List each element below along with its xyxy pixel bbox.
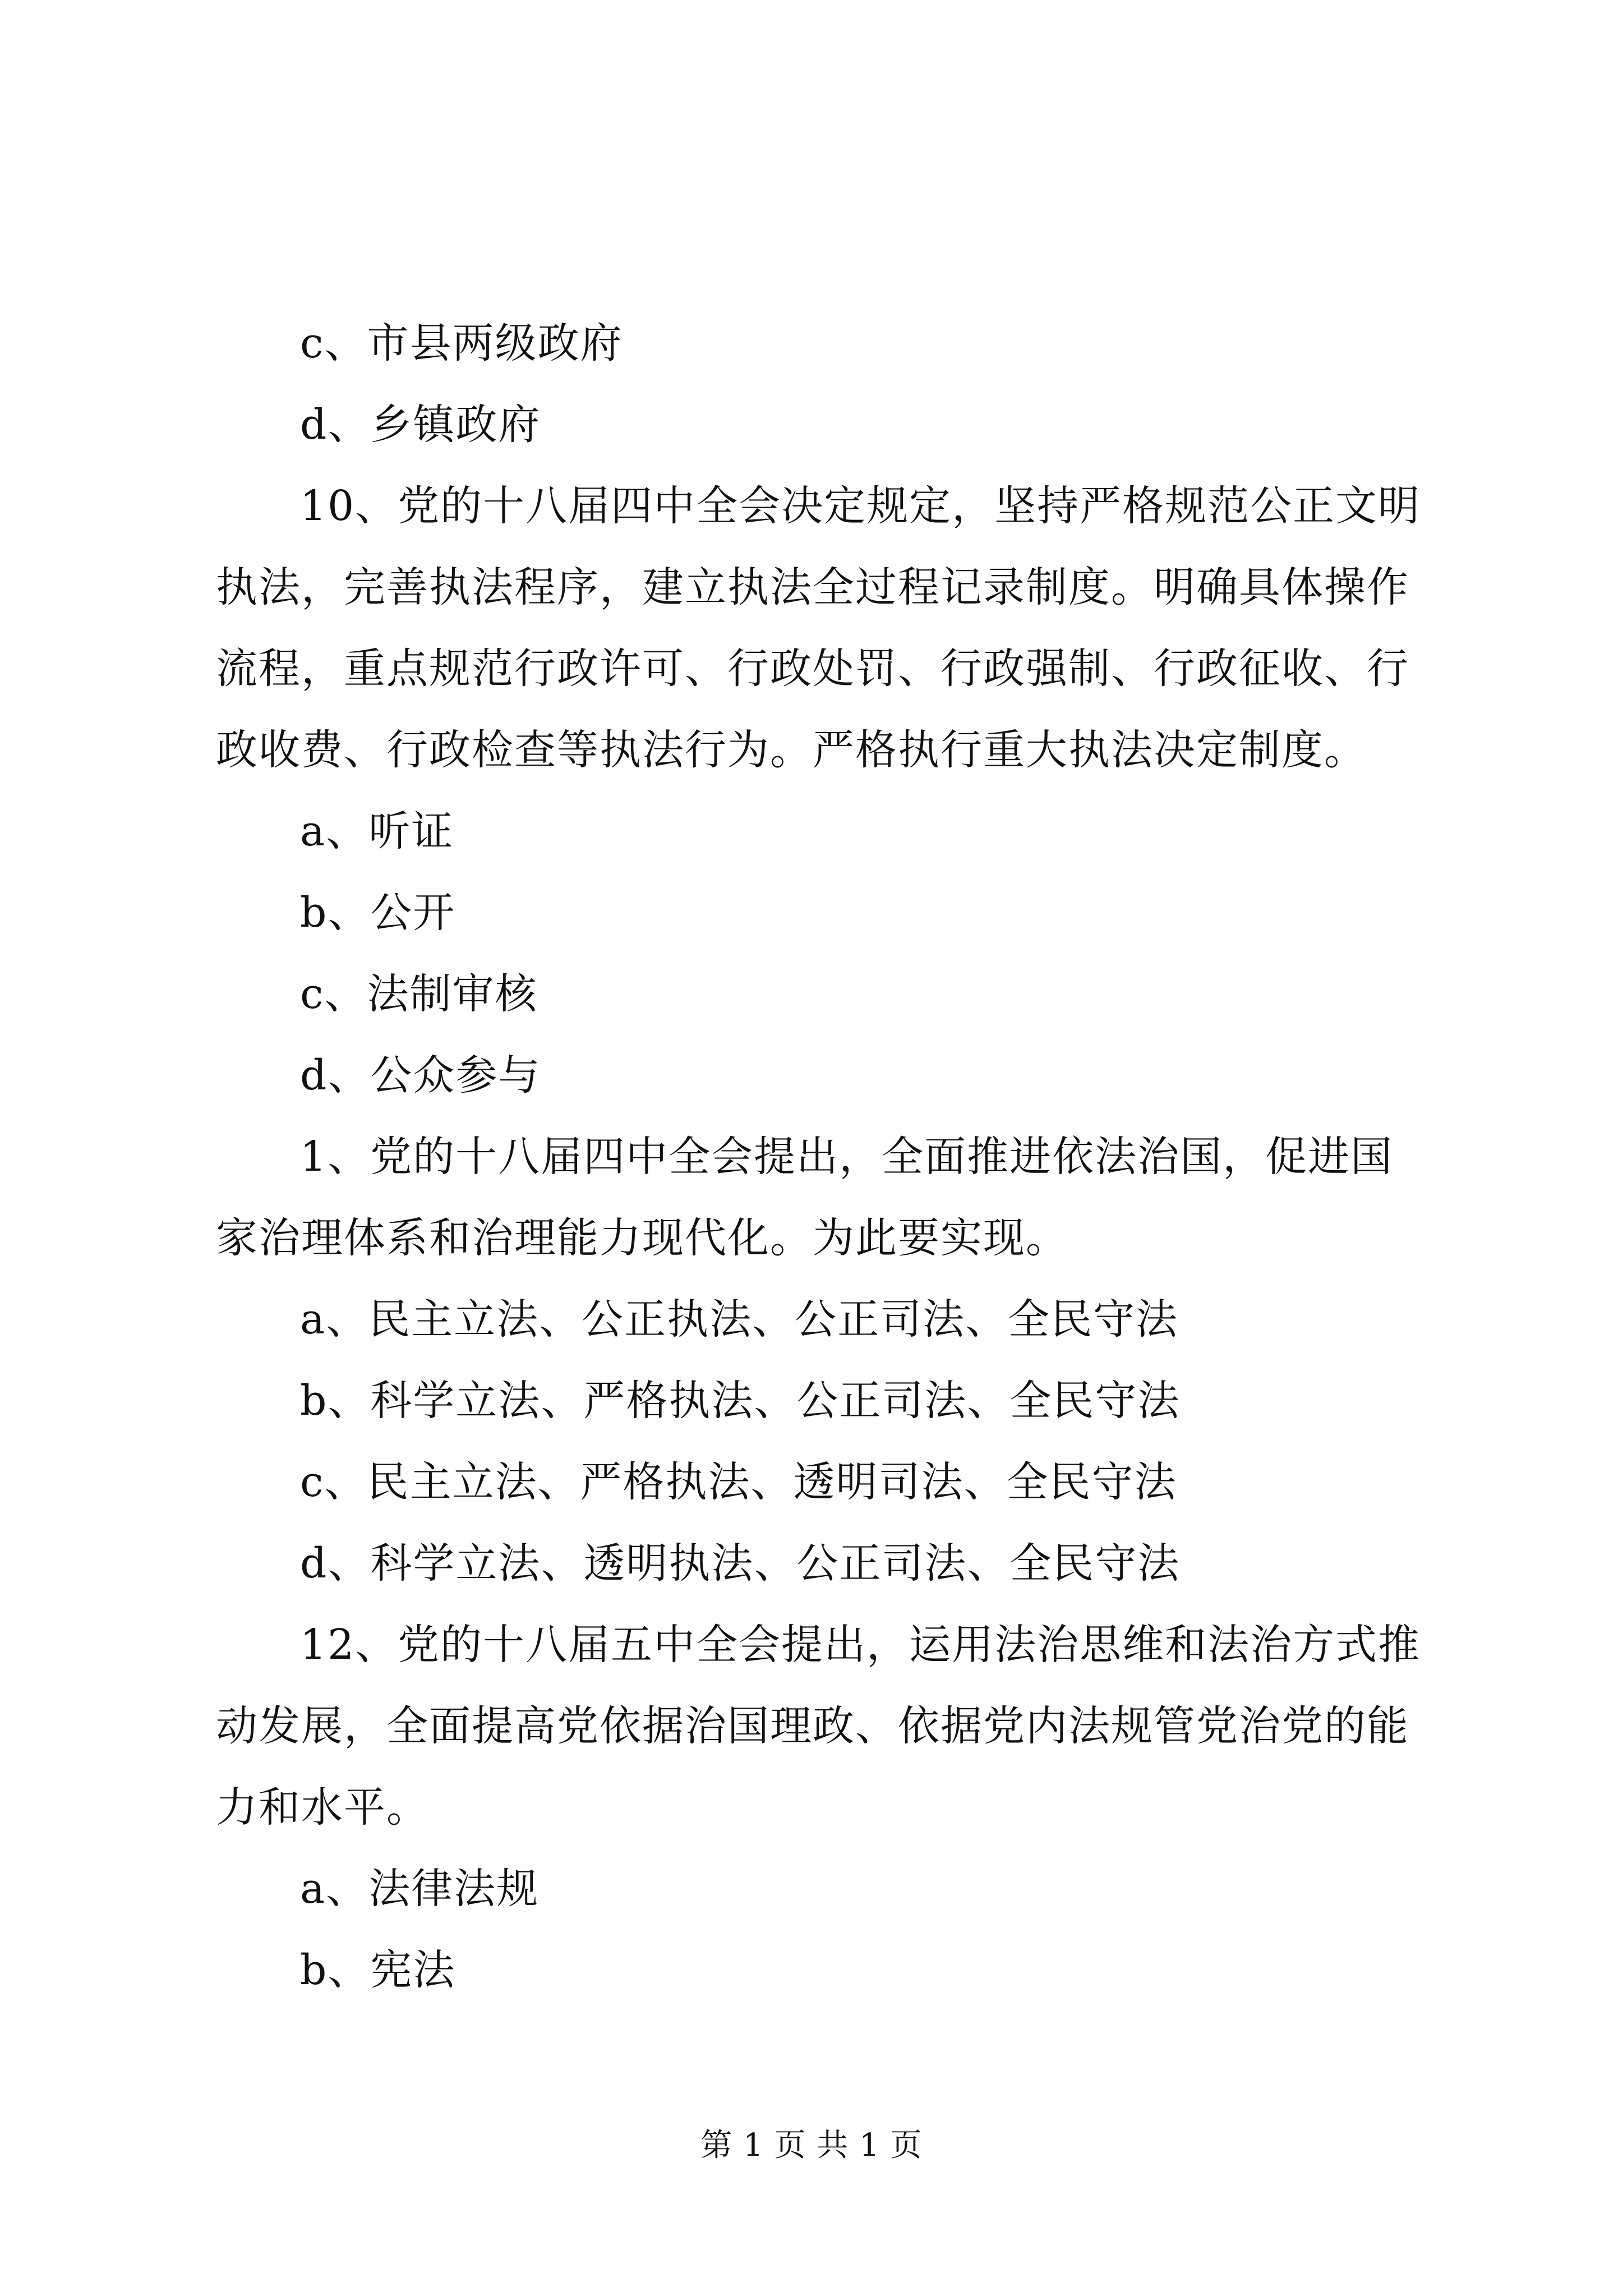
question-line: 执法，完善执法程序，建立执法全过程记录制度。明确具体操作 xyxy=(216,563,1409,611)
question-line: 1、党的十八届四中全会提出，全面推进依法治国，促进国 xyxy=(300,1133,1394,1181)
option-line: b、公开 xyxy=(300,889,456,937)
page-number-footer: 第 1 页 共 1 页 xyxy=(700,2127,923,2164)
option-line: d、公众参与 xyxy=(300,1051,541,1099)
option-line: a、听证 xyxy=(300,807,454,855)
option-line: c、法制审核 xyxy=(300,970,538,1018)
document-body xyxy=(216,303,1422,2011)
question-line: 动发展，全面提高党依据治国理政、依据党内法规管党治党的能 xyxy=(216,1702,1409,1750)
option-line: c、市县两级政府 xyxy=(300,319,623,367)
option-line: a、法律法规 xyxy=(300,1865,540,1913)
question-line: 政收费、行政检查等执法行为。严格执行重大执法决定制度。 xyxy=(216,726,1367,774)
question-line: 力和水平。 xyxy=(216,1783,429,1832)
question-line: 12、党的十八届五中全会提出，运用法治思维和法治方式推 xyxy=(300,1621,1421,1669)
option-line: a、民主立法、公正执法、公正司法、全民守法 xyxy=(300,1295,1179,1343)
option-line: d、乡镇政府 xyxy=(300,401,541,449)
option-line: c、民主立法、严格执法、透明司法、全民守法 xyxy=(300,1458,1177,1506)
option-line: b、宪法 xyxy=(300,1946,456,1994)
question-line: 家治理体系和治理能力现代化。为此要实现。 xyxy=(216,1214,1068,1262)
question-line: 流程，重点规范行政许可、行政处罚、行政强制、行政征收、行 xyxy=(216,645,1409,693)
question-line: 10、党的十八届四中全会决定规定，坚持严格规范公正文明 xyxy=(300,482,1421,530)
option-line: b、科学立法、严格执法、公正司法、全民守法 xyxy=(300,1377,1181,1425)
option-line: d、科学立法、透明执法、公正司法、全民守法 xyxy=(300,1539,1181,1588)
